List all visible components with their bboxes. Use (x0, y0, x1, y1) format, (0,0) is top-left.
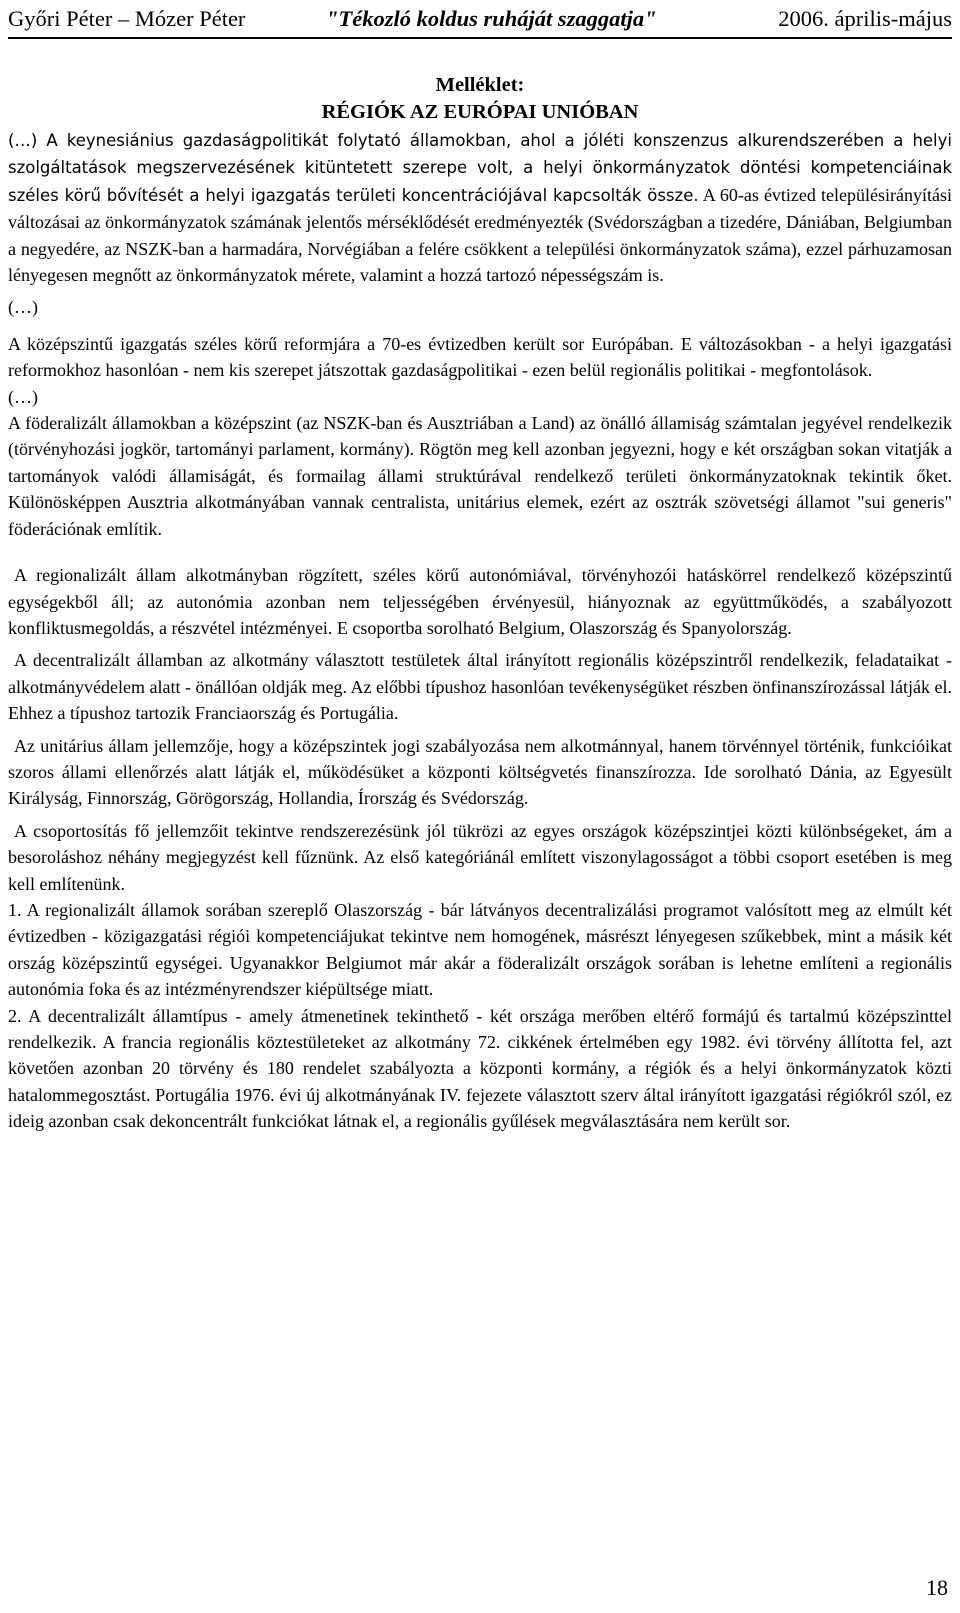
page-number: 18 (926, 1575, 948, 1600)
annex-title: RÉGIÓK AZ EURÓPAI UNIÓBAN (321, 101, 639, 123)
paragraph-3: A föderalizált államokban a középszint (az NSZK-ban és Ausztriában a Land) az önálló államiság számtalan jegyével rendelkezik (törvényhozási jogkör, tartományi parlament, kormány). Rögtön meg kell azonban jegyezni, hogy e két országban sokan vitatják a tartományok valódi államiságát, és formailag állami struktúrával rendelkező területi önkormányzatoknak tekintik őket. Különösképpen Ausztria alkotmányában vannak centralista, unitárius elemek, ezért az osztrák szövetségi államot "sui generis" föderációnak említik. (8, 413, 952, 539)
annex-heading (0, 72, 960, 126)
paragraph-1-serif: A 60-as évtized településirányítási változásai az önkormányzatok számának jelentős mérséklődését eredményezték (Svédországban a tizedére, Dániában, Belgiumban a negyedére, az NSZK-ban a harmadára, Norvégiában a felére csökkent a települési önkormányzatok száma), ezzel párhuzamosan lényegesen megnőtt az önkormányzatok mérete, valamint a hozzá tartozó népességszám is. (8, 184, 952, 286)
ellipsis-2: (…) (8, 386, 38, 407)
header-authors: Győri Péter – Mózer Péter (8, 6, 246, 31)
paragraph-2: A középszintű igazgatás széles körű reformjára a 70-es évtizedben került sor Európában. E változásokban - a helyi igazgatási reformokhoz hasonlóan - nem kis szerepet játszottak gazdaságpolitikai - ezen belül regionális politikai - megfontolások. (8, 333, 952, 381)
paragraph-7: A csoportosítás fő jellemzőit tekintve rendszerezésünk jól tükrözi az egyes országok középszintjei közti különbségeket, ám a besoroláshoz néhány megjegyzést kell fűznünk. Az első kategóriánál említett viszonylagosságot a többi csoport esetében is meg kell említenünk. (8, 820, 952, 894)
paragraph-9: 2. A decentralizált államtípus - amely átmenetinek tekinthető - két országa merőben eltérő formájú és tartalmú középszinttel rendelkezik. A francia regionális köztestületeket az alkotmány 72. cikkének értelmében egy 1982. évi törvény állította fel, azt követően azonban 20 törvény és 180 rendelet szabályozta a központi kormány, a régiók és a helyi önkormányzatok közti hatalommegosztást. Portugália 1976. évi új alkotmányának IV. fejezete választott szerv által irányított igazgatási régiókról szól, ez ideig azonban csak dekoncentrált funkciókat látnak el, a regionális gyűlések megválasztására nem került sor. (8, 1005, 952, 1132)
paragraph-4: A regionalizált állam alkotmányban rögzített, széles körű autonómiával, törvényhozói hatáskörrel rendelkező középszintű egységekből áll; az autonómia azonban nem teljességében érvényesül, hiányoznak az együttműködés, a szabályozott konfliktusmegoldás, a részvétel intézményei. E csoportba sorolható Belgium, Olaszország és Spanyolország. (8, 565, 952, 638)
paragraph-5: A decentralizált államban az alkotmány választott testületek által irányított regionális középszintről rendelkezik, feladataikat - alkotmányvédelem alatt - önállóan oldják meg. Az előbbi típushoz hasonlóan tevékenységüket részben önfinanszírozással látják el. Ehhez a típushoz tartozik Franciaország és Portugália. (8, 650, 952, 724)
document-body (8, 127, 952, 1135)
paragraph-1-sans: (…) A keynesiánius gazdaságpolitikát folytató államokban, ahol a jóléti konszenzus alkurendszerében a helyi szolgáltatások megszervezésének kitüntetett szerepe volt, a helyi önkormányzatok döntési kompetenciáinak széles körű bővítését a helyi igazgatás területi koncentrációjával kapcsolták össze. (8, 131, 952, 205)
annex-label: Melléklet: (435, 74, 525, 96)
header-title: "Tékozló koldus ruháját szaggatja" (326, 6, 657, 31)
header-rule (8, 37, 952, 39)
paragraph-8: 1. A regionalizált államok sorában szereplő Olaszország - bár látványos decentralizálási programot valósított meg az elmúlt két évtizedben - közigazgatási régiói kompetenciájukat tekintve nem homogének, másrészt lényegesen szűkebbek, mint a másik két ország középszintű egységei. Ugyanakkor Belgiumot már akár a föderalizált országok sorában is lehetne említeni a regionális autonómia foka és az intézményrendszer kiépültsége miatt. (8, 899, 952, 1000)
paragraph-6: Az unitárius állam jellemzője, hogy a középszintek jogi szabályozása nem alkotmánnyal, hanem törvénnyel történik, funkcióikat szoros állami ellenőrzés alatt látják el, működésüket a központi költségvetés finanszírozza. Ide sorolható Dánia, az Egyesült Királyság, Finnország, Görögország, Hollandia, Írország és Svédország. (8, 735, 952, 809)
paragraph-1 (8, 127, 952, 288)
header-date: 2006. április-május (778, 6, 952, 31)
ellipsis-1: (…) (8, 297, 38, 318)
